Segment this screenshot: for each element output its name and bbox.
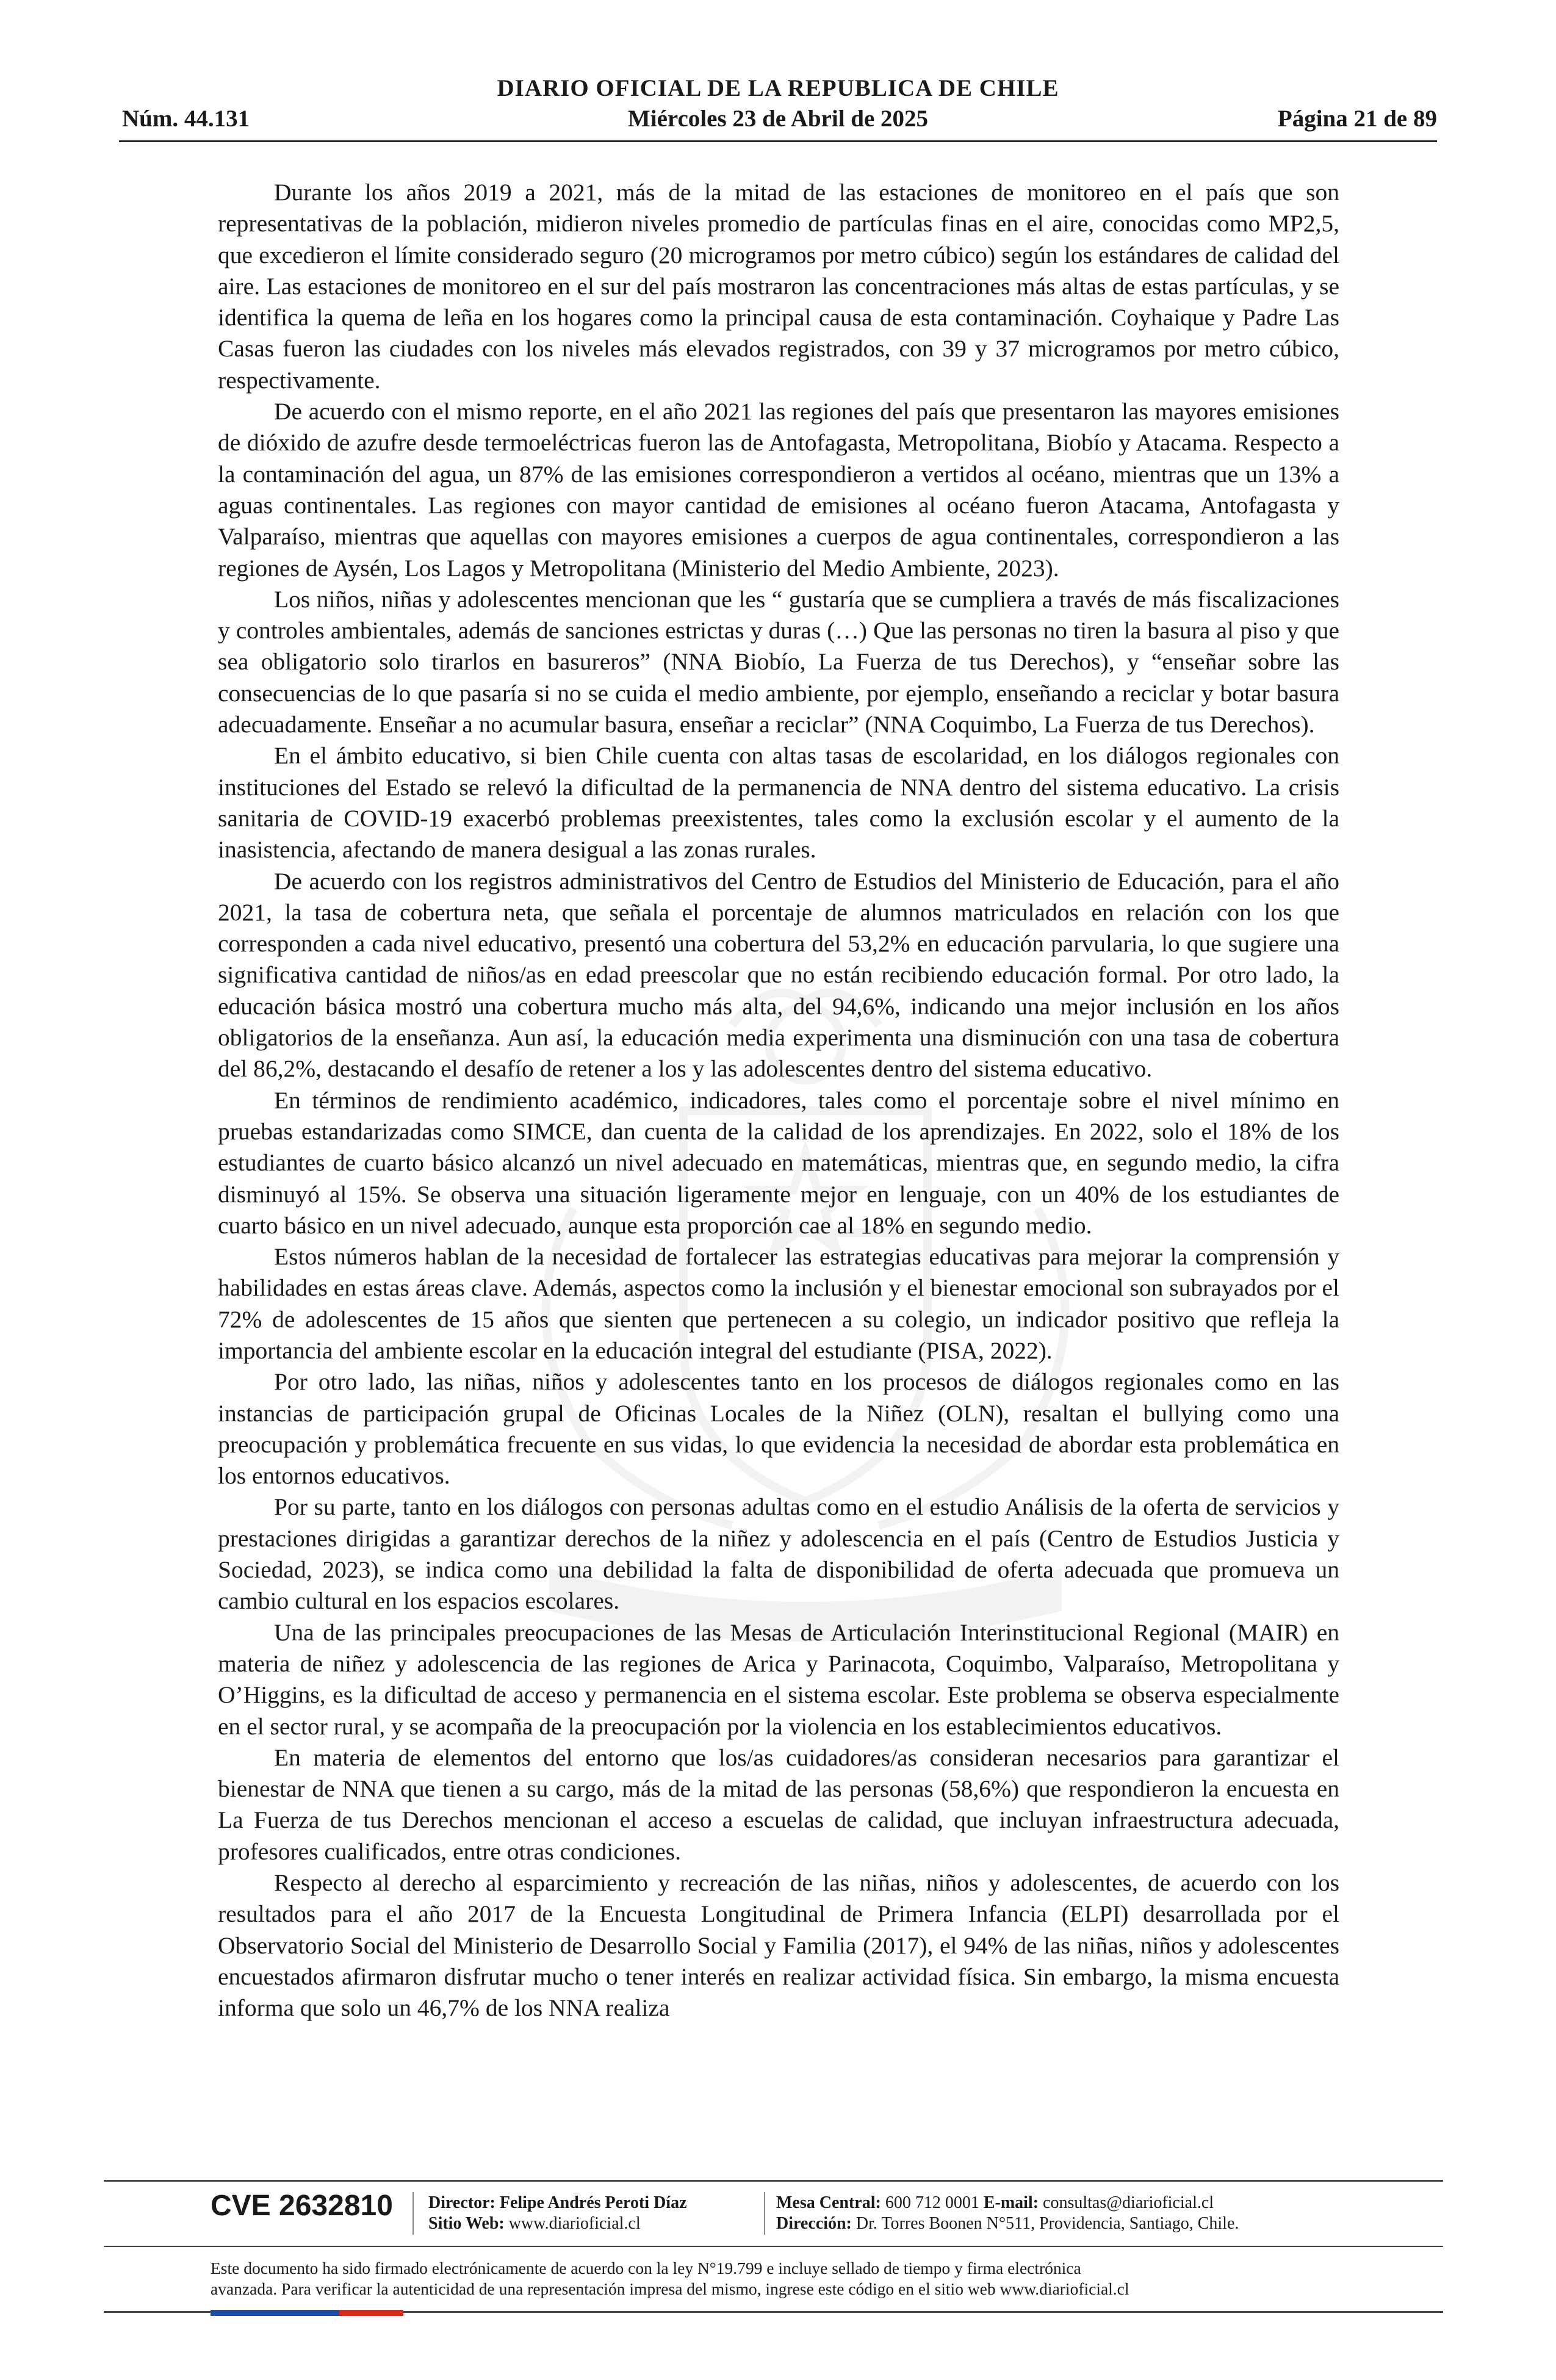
paragraph: En términos de rendimiento académico, indicadores, tales como el porcentaje sobre el nivel mínimo en pruebas estandarizadas como SIMCE, dan cuenta de la calidad de los aprendizajes. En 2022, solo el 18% de los estudiantes de cuarto básico alcanzó un nivel adecuado en matemáticas, mientras que, en segundo medio, la cifra disminuyó al 15%. Se observa una situación ligeramente mejor en lenguaje, con un 40% de los estudiantes de cuarto básico en un nivel adecuado, aunque esta proporción cae al 18% en segundo medio. [218,1086,1339,1239]
address-label: Dirección: [776,2214,852,2233]
footer-middle-rule [104,2246,1443,2247]
page-number: Página 21 de 89 [1277,106,1437,132]
paragraph: Una de las principales preocupaciones de las Mesas de Articulación Interinstitucional Regional (MAIR) en materia de niñez y adolescencia de las regiones de Arica y Parinacota, Coquimbo, Valparaíso, Metropolitana y O’Higgins, es la dificultad de acceso y permanencia en el sistema escolar. Este problema se observa especialmente en el sector rural, y se acompaña de la preocupación por la violencia en los establecimientos educativos. [218,1618,1339,1740]
paragraph: Respecto al derecho al esparcimiento y recreación de las niñas, niños y adolescentes, de acuerdo con los resultados para el año 2017 de la Encuesta Longitudinal de Primera Infancia (ELPI) desarrollada por el Observatorio Social del Ministerio de Desarrollo Social y Familia (2017), el 94% de las niñas, niños y adolescentes encuestados afirmaron disfrutar mucho o tener interés en realizar actividad física. Sin embargo, la misma encuesta informa que solo un 46,7% de los NNA realiza [218,1869,1339,2022]
flag-color-bar [211,2310,403,2316]
paragraph: En materia de elementos del entorno que los/as cuidadores/as consideran necesarios para garantizar el bienestar de NNA que tienen a su cargo, más de la mitad de las personas (58,6%) que respondieron la encuesta en La Fuerza de tus Derechos mencionan el acceso a escuelas de calidad, que incluyan infraestructura adecuada, profesores cualificados, entre otras condiciones. [218,1744,1339,1865]
director-label: Director: [428,2193,495,2212]
paragraph: Estos números hablan de la necesidad de fortalecer las estrategias educativas para mejorar la comprensión y habilidades en estas áreas clave. Además, aspectos como la inclusión y el bienestar emocional son subrayados por el 72% de adolescentes de 15 años que sienten que pertenecen a su colegio, un indicador positivo que refleja la importancia del ambiente escolar en la educación integral del estudiante (PISA, 2022). [218,1243,1339,1364]
email-label: E-mail: [983,2193,1039,2212]
cve-code: CVE 2632810 [211,2190,393,2222]
header-divider [119,140,1437,142]
footer-director-block [428,2193,687,2234]
site-label: Sitio Web: [428,2214,505,2233]
issue-number: Núm. 44.131 [122,106,250,132]
paragraph: Los niños, niñas y adolescentes mencionan que les “ gustaría que se cumpliera a través de más fiscalizaciones y controles ambientales, además de sanciones estrictas y duras (…) Que las personas no tiren la basura al piso y que sea obligatorio solo tirarlos en basureros” (NNA Biobío, La Fuerza de tus Derechos), y “enseñar sobre las consecuencias de lo que pasaría si no se cuida el medio ambiente, por ejemplo, enseñando a reciclar y botar basura adecuadamente. Enseñar a no acumular basura, enseñar a reciclar” (NNA Coquimbo, La Fuerza de tus Derechos). [218,585,1339,738]
paragraph: Por su parte, tanto en los diálogos con personas adultas como en el estudio Análisis de la oferta de servicios y prestaciones dirigidas a garantizar derechos de la niñez y adolescencia en el país (Centro de Estudios Justicia y Sociedad, 2023), se indica como una debilidad la falta de disponibilidad de oferta adecuada que promueva un cambio cultural en los espacios escolares. [218,1493,1339,1615]
flag-blue-segment [211,2310,275,2316]
footer-separator [412,2192,414,2235]
address-value: Dr. Torres Boonen N°511, Providencia, Santiago, Chile. [855,2214,1239,2233]
site-link[interactable]: www.diarioficial.cl [508,2214,641,2233]
legal-notice [211,2258,1370,2299]
central-label: Mesa Central: [776,2193,881,2212]
footer-top-rule [104,2180,1443,2182]
footer-separator [764,2192,765,2235]
legal-line: Este documento ha sido firmado electrónicamente de acuerdo con la ley N°19.799 e incluye sellado de tiempo y firma electrónica [211,2259,1081,2277]
central-phone: 600 712 0001 [885,2193,979,2212]
paragraph: De acuerdo con los registros administrativos del Centro de Estudios del Ministerio de Educación, para el año 2021, la tasa de cobertura neta, que señala el porcentaje de alumnos matriculados en relación con los que corresponden a cada nivel educativo, presentó una cobertura del 53,2% en educación parvularia, lo que sugiere una significativa cantidad de niños/as en edad preescolar que no están recibiendo educación formal. Por otro lado, la educación básica mostró una cobertura mucho más alta, del 94,6%, indicando una mejor inclusión en los años obligatorios de la enseñanza. Aun así, la educación media experimenta una disminución con una tasa de cobertura del 86,2%, destacando el desafío de retener a los y las adolescentes dentro del sistema educativo. [218,867,1339,1083]
email-link[interactable]: consultas@diarioficial.cl [1043,2193,1214,2212]
publication-date: Miércoles 23 de Abril de 2025 [627,106,929,132]
paragraph: En el ámbito educativo, si bien Chile cuenta con altas tasas de escolaridad, en los diálogos regionales con instituciones del Estado se relevó la dificultad de la permanencia de NNA dentro del sistema educativo. La crisis sanitaria de COVID-19 exacerbó problemas preexistentes, tales como la exclusión escolar y el aumento de la inasistencia, afectando de manera desigual a las zonas rurales. [218,742,1339,864]
footer-contact-block [776,2193,1239,2234]
paragraph: De acuerdo con el mismo reporte, en el año 2021 las regiones del país que presentaron las mayores emisiones de dióxido de azufre desde termoeléctricas fueron las de Antofagasta, Metropolitana, Biobío y Atacama. Respecto a la contaminación del agua, un 87% de las emisiones correspondieron a vertidos al océano, mientras que un 13% a aguas continentales. Las regiones con mayor cantidad de emisiones al océano fueron Atacama, Antofagasta y Valparaíso, mientras que aquellas con mayores emisiones a cuerpos de agua continentales, correspondieron a las regiones de Aysén, Los Lagos y Metropolitana (Ministerio del Medio Ambiente, 2023). [218,398,1339,582]
flag-red-segment [339,2310,403,2316]
publication-title: DIARIO OFICIAL DE LA REPUBLICA DE CHILE [497,75,1059,101]
article-body [218,177,1339,2024]
legal-line: avanzada. Para verificar la autenticidad de una representación impresa del mismo, ingrese este código en el sitio web www.diarioficial.cl [211,2279,1129,2298]
paragraph: Por otro lado, las niñas, niños y adolescentes tanto en los procesos de diálogos regionales como en las instancias de participación grupal de Oficinas Locales de la Niñez (OLN), resaltan el bullying como una preocupación y problemática frecuente en sus vidas, lo que evidencia la necesidad de abordar esta problemática en los entornos educativos. [218,1368,1339,1490]
page-header [119,74,1437,148]
paragraph: Durante los años 2019 a 2021, más de la mitad de las estaciones de monitoreo en el país que son representativas de la población, midieron niveles promedio de partículas finas en el aire, conocidas como MP2,5, que excedieron el límite considerado seguro (20 microgramos por metro cúbico) según los estándares de calidad del aire. Las estaciones de monitoreo en el sur del país mostraron las concentraciones más altas de estas partículas, y se identifica la quema de leña en los hogares como la principal causa de esta contaminación. Coyhaique y Padre Las Casas fueron las ciudades con los niveles más elevados registrados, con 39 y 37 microgramos por metro cúbico, respectivamente. [218,179,1339,394]
flag-blue-segment [275,2310,339,2316]
director-name: Felipe Andrés Peroti Díaz [499,2193,687,2212]
